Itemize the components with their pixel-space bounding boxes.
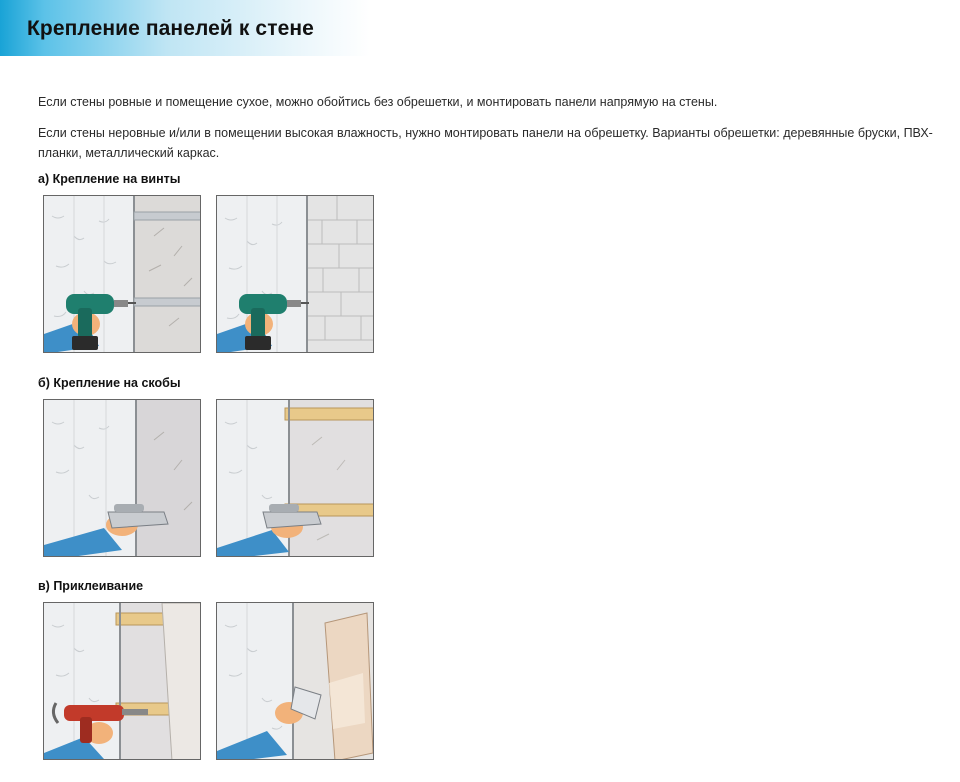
page-header — [0, 0, 370, 56]
stapler-panel-illustration — [43, 399, 201, 557]
battens-paragraph: Если стены неровные и/или в помещении высокая влажность, нужно монтировать панели на обрешетку. Варианты обрешетки: деревянные бруски, ПВХ-планки, металлический каркас. — [38, 126, 933, 160]
section-title-staples: б) Крепление на скобы — [38, 376, 181, 390]
section-title-gluing: в) Приклеивание — [38, 579, 144, 593]
screwdriver-metal-profile-illustration — [43, 195, 201, 353]
intro-paragraph: Если стены ровные и помещение сухое, можно обойтись без обрешетки, и монтировать панели напрямую на стены. — [38, 95, 718, 109]
stapler-wooden-battens-illustration — [216, 399, 374, 557]
glue-spatula-illustration — [216, 602, 374, 760]
page-title: Крепление панелей к стене — [27, 17, 314, 40]
section-title-screws: а) Крепление на винты — [38, 172, 181, 186]
screwdriver-brick-wall-illustration — [216, 195, 374, 353]
glue-gun-illustration — [43, 602, 201, 760]
